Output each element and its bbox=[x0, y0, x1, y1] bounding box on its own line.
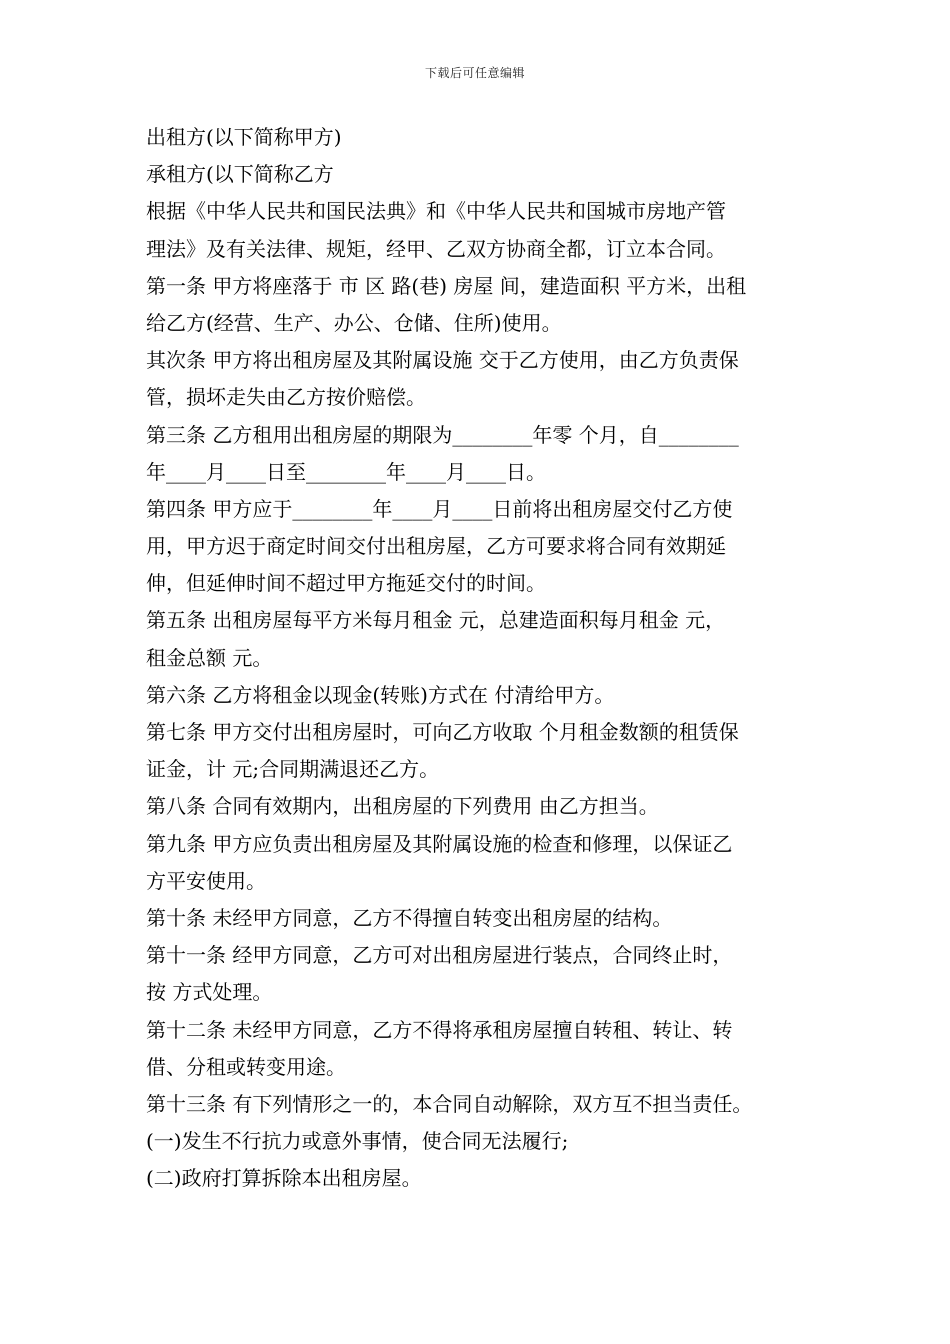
text-line: 租金总额 元。 bbox=[146, 645, 273, 670]
text-line: 给乙方(经营、生产、办公、仓储、住所)使用。 bbox=[146, 310, 562, 335]
text-line: 承租方(以下简称乙方 bbox=[146, 162, 334, 187]
text-line: 第九条 甲方应负责出租房屋及其附属设施的检查和修理，以保证乙 bbox=[146, 831, 733, 856]
text-line: 第八条 合同有效期内，出租房屋的下列费用 由乙方担当。 bbox=[146, 794, 659, 819]
text-line: 第十二条 未经甲方同意，乙方不得将承租房屋擅自转租、转让、转 bbox=[146, 1017, 733, 1042]
text-line: 理法》及有关法律、规矩，经甲、乙双方协商全都，订立本合同。 bbox=[146, 236, 726, 261]
text-line: 借、分租或转变用途。 bbox=[146, 1054, 346, 1079]
text-line: 第三条 乙方租用出租房屋的期限为________年零 个月，自________ bbox=[146, 422, 739, 447]
text-line: 管，损坏走失由乙方按价赔偿。 bbox=[146, 385, 426, 410]
contract-body bbox=[146, 119, 810, 1197]
text-line: 按 方式处理。 bbox=[146, 980, 273, 1005]
text-line: 年____月____日至________年____月____日。 bbox=[146, 459, 546, 484]
text-line: 第五条 出租房屋每平方米每月租金 元，总建造面积每月租金 元， bbox=[146, 608, 726, 633]
text-line: 第十三条 有下列情形之一的，本合同自动解除，双方互不担当责任。 bbox=[146, 1091, 753, 1116]
text-line: 第十条 未经甲方同意，乙方不得擅自转变出租房屋的结构。 bbox=[146, 905, 673, 930]
text-line: 其次条 甲方将出租房屋及其附属设施 交于乙方使用，由乙方负责保 bbox=[146, 348, 739, 373]
page-header: 下载后可任意编辑 bbox=[424, 66, 525, 80]
text-line: 第七条 甲方交付出租房屋时，可向乙方收取 个月租金数额的租赁保 bbox=[146, 720, 739, 744]
text-line: 第一条 甲方将座落于 市 区 路(巷) 房屋 间，建造面积 平方米，出租 bbox=[146, 273, 747, 298]
text-line: 第六条 乙方将租金以现金(转账)方式在 付清给甲方。 bbox=[146, 682, 615, 707]
text-line: 证金，计 元;合同期满退还乙方。 bbox=[146, 757, 440, 782]
text-line: 根据《中华人民共和国民法典》和《中华人民共和国城市房地产管 bbox=[146, 199, 726, 224]
text-line: 伸，但延伸时间不超过甲方拖延交付的时间。 bbox=[146, 571, 546, 596]
text-line: 用，甲方迟于商定时间交付出租房屋，乙方可要求将合同有效期延 bbox=[146, 534, 726, 559]
text-line: 第十一条 经甲方同意，乙方可对出租房屋进行装点，合同终止时， bbox=[146, 943, 733, 968]
text-line: 方平安使用。 bbox=[146, 868, 266, 893]
text-line: 出租方(以下简称甲方) bbox=[146, 125, 342, 149]
text-line: (一)发生不行抗力或意外事情，使合同无法履行; bbox=[146, 1129, 569, 1154]
text-line: (二)政府打算拆除本出租房屋。 bbox=[146, 1166, 422, 1191]
text-line: 第四条 甲方应于________年____月____日前将出租房屋交付乙方使 bbox=[146, 496, 733, 521]
